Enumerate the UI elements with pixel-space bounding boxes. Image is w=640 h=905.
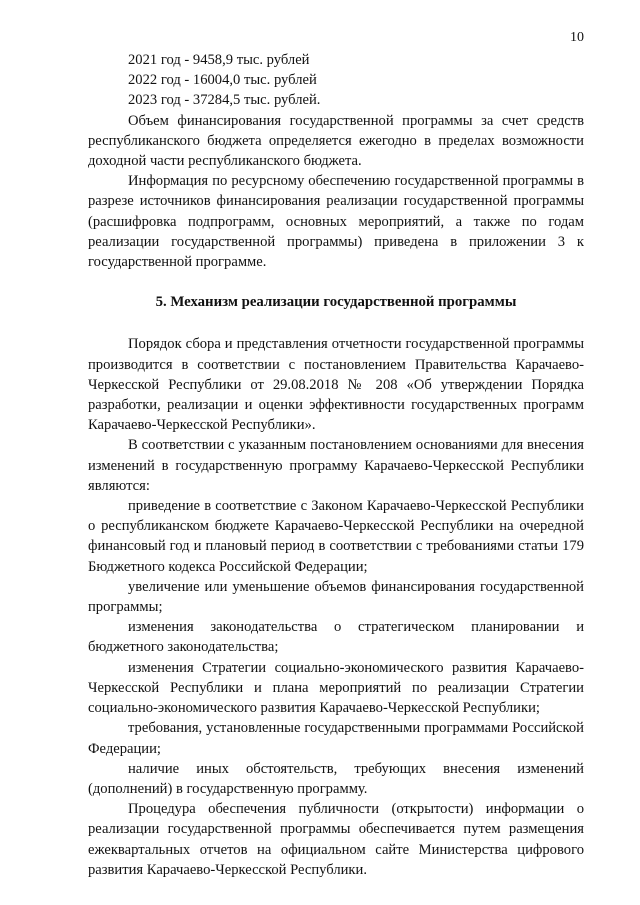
funding-line-2023: 2023 год - 37284,5 тыс. рублей.: [128, 92, 321, 109]
list-item-funding-change: увеличение или уменьшение объемов финансирования государственной программы;: [88, 578, 584, 616]
paragraph-reporting-order: Порядок сбора и представления отчетности государственной программы производится в соответствии с постановлением Правительства Карачаево-Черкесской Республики от 29.08.2018 № 208 «Об утверждении Порядка разработки, реализации и оценки эффективности государственных программ Карачаево-Черкесской Республики».: [88, 336, 584, 434]
list-item-federal-requirements: требования, установленные государственными программами Российской Федерации;: [88, 720, 584, 757]
list-item-strategy-change: изменения Стратегии социально-экономического развития Карачаево-Черкесской Республики и плана мероприятий по реализации Стратегии социально-экономического развития Карачаево-Черкесской Республики;: [88, 659, 584, 717]
paragraph-funding-scope: Объем финансирования государственной программы за счет средств республиканского бюджета определяется ежегодно в пределах возможности доходной части республиканского бюджета.: [88, 112, 584, 170]
funding-line-2022: 2022 год - 16004,0 тыс. рублей: [128, 72, 317, 89]
section-heading: 5. Механизм реализации государственной программы: [155, 294, 517, 311]
funding-line-2021: 2021 год - 9458,9 тыс. рублей: [128, 52, 310, 68]
paragraph-resource-info: Информация по ресурсному обеспечению государственной программы в разрезе источников финансирования реализации государственной программы (расшифровка подпрограмм, основных мероприятий, а также по годам реализации государственной программы) приведена в приложении 3 к государственной программе.: [88, 173, 584, 271]
list-item-other-circumstances: наличие иных обстоятельств, требующих внесения изменений (дополнений) в государственную программу.: [88, 760, 584, 797]
paragraph-publicity: Процедура обеспечения публичности (открытости) информации о реализации государственной программы обеспечивается путем размещения ежеквартальных отчетов на официальном сайте Министерства цифрового развития Карачаево-Черкесской Республики.: [88, 801, 584, 878]
page-number: 10: [570, 30, 584, 45]
paragraph-change-grounds: В соответствии с указанным постановлением основаниями для внесения изменений в государственную программу Карачаево-Черкесской Республики являются:: [88, 437, 584, 494]
list-item-budget-law: приведение в соответствие с Законом Карачаево-Черкесской Республики о республиканском бюджете Карачаево-Черкесской Республики на очередной финансовый год и плановый период в соответствии с требованиями статьи 179 Бюджетного кодекса Российской Федерации;: [88, 498, 584, 575]
document-body: [88, 50, 584, 880]
list-item-legislation-change: изменения законодательства о стратегическом планировании и бюджетного законодательства;: [88, 619, 584, 656]
